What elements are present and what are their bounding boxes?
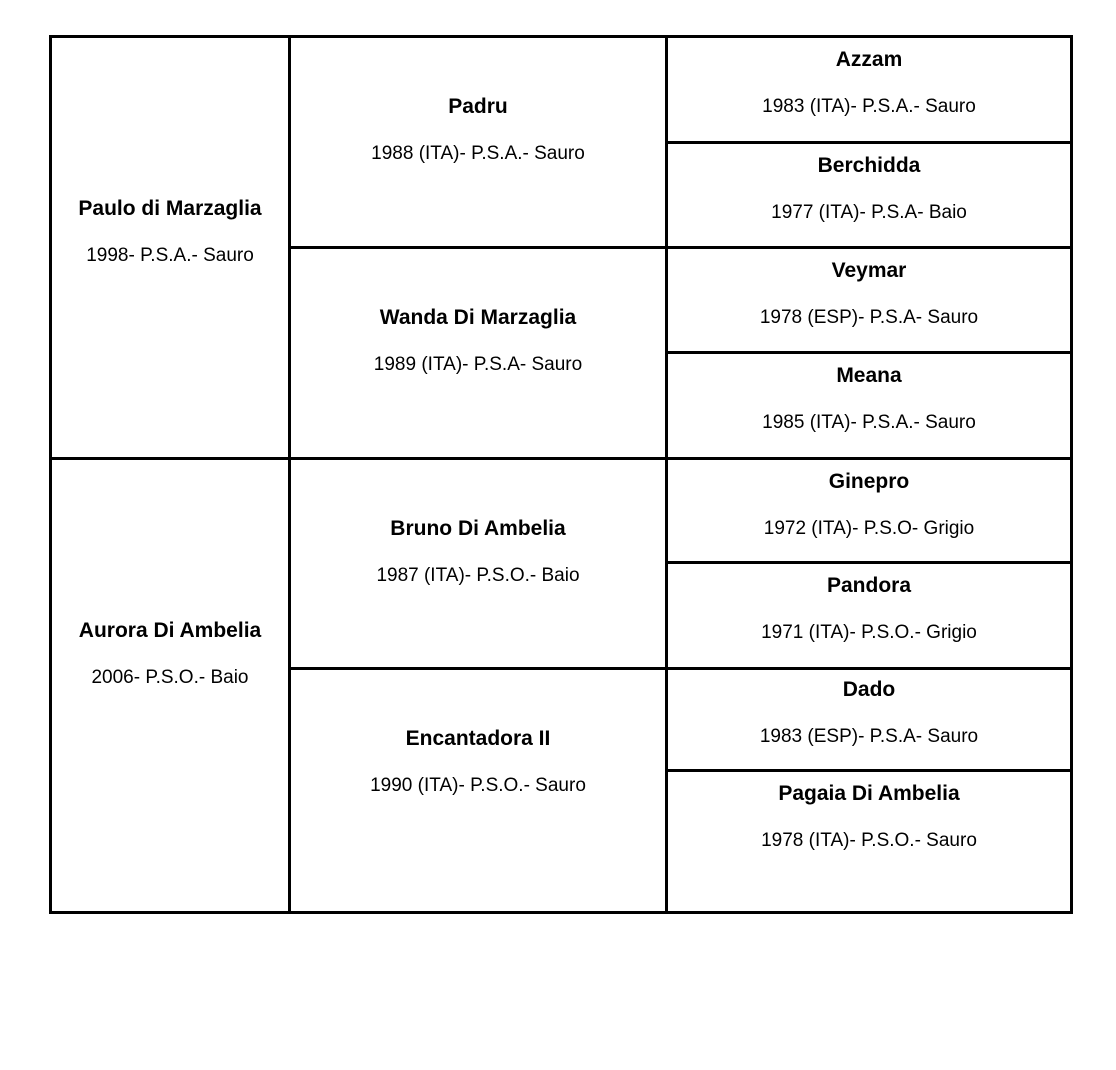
sire-dam-info: 1989 (ITA)- P.S.A- Sauro	[373, 354, 583, 375]
sire-dam-sire-info: 1978 (ESP)- P.S.A- Sauro	[759, 307, 979, 328]
sire-sire-sire-name: Azzam	[835, 48, 903, 71]
dam-sire-name: Bruno Di Ambelia	[390, 517, 566, 540]
dam-dam-name: Encantadora II	[405, 727, 551, 750]
sire-sire-sire-info: 1983 (ITA)- P.S.A.- Sauro	[762, 96, 976, 117]
dam-info: 2006- P.S.O.- Baio	[91, 667, 249, 688]
dam-sire-sire-cell	[667, 459, 1072, 563]
dam-dam-cell	[290, 669, 667, 913]
sire-dam-dam-info: 1985 (ITA)- P.S.A.- Sauro	[762, 412, 976, 433]
sire-sire-dam-name: Berchidda	[817, 154, 921, 177]
dam-name: Aurora Di Ambelia	[78, 619, 262, 642]
pedigree-table	[49, 35, 1073, 914]
dam-sire-dam-name: Pandora	[826, 574, 912, 597]
dam-dam-sire-cell	[667, 669, 1072, 771]
sire-sire-info: 1988 (ITA)- P.S.A.- Sauro	[371, 143, 585, 164]
sire-dam-sire-name: Veymar	[831, 259, 907, 282]
sire-sire-sire-cell	[667, 37, 1072, 143]
sire-dam-name: Wanda Di Marzaglia	[379, 306, 577, 329]
dam-dam-dam-name: Pagaia Di Ambelia	[778, 782, 960, 805]
sire-sire-dam-cell	[667, 143, 1072, 248]
sire-dam-dam-name: Meana	[836, 364, 902, 387]
dam-sire-sire-info: 1972 (ITA)- P.S.O- Grigio	[763, 518, 975, 539]
sire-dam-dam-cell	[667, 353, 1072, 459]
sire-sire-name: Padru	[448, 95, 508, 118]
sire-name: Paulo di Marzaglia	[78, 197, 262, 220]
dam-dam-sire-name: Dado	[842, 678, 896, 701]
dam-dam-dam-cell	[667, 771, 1072, 913]
dam-dam-dam-info: 1978 (ITA)- P.S.O.- Sauro	[761, 830, 977, 851]
sire-dam-sire-cell	[667, 248, 1072, 353]
dam-sire-dam-cell	[667, 563, 1072, 669]
sire-cell	[51, 37, 290, 459]
sire-sire-cell	[290, 37, 667, 248]
dam-sire-cell	[290, 459, 667, 669]
sire-sire-dam-info: 1977 (ITA)- P.S.A- Baio	[771, 202, 967, 223]
sire-info: 1998- P.S.A.- Sauro	[86, 245, 254, 266]
sire-dam-cell	[290, 248, 667, 459]
dam-sire-info: 1987 (ITA)- P.S.O.- Baio	[376, 565, 580, 586]
dam-dam-sire-info: 1983 (ESP)- P.S.A- Sauro	[759, 726, 979, 747]
dam-sire-dam-info: 1971 (ITA)- P.S.O.- Grigio	[761, 622, 977, 643]
dam-sire-sire-name: Ginepro	[828, 470, 910, 493]
dam-dam-info: 1990 (ITA)- P.S.O.- Sauro	[370, 775, 586, 796]
dam-cell	[51, 459, 290, 913]
